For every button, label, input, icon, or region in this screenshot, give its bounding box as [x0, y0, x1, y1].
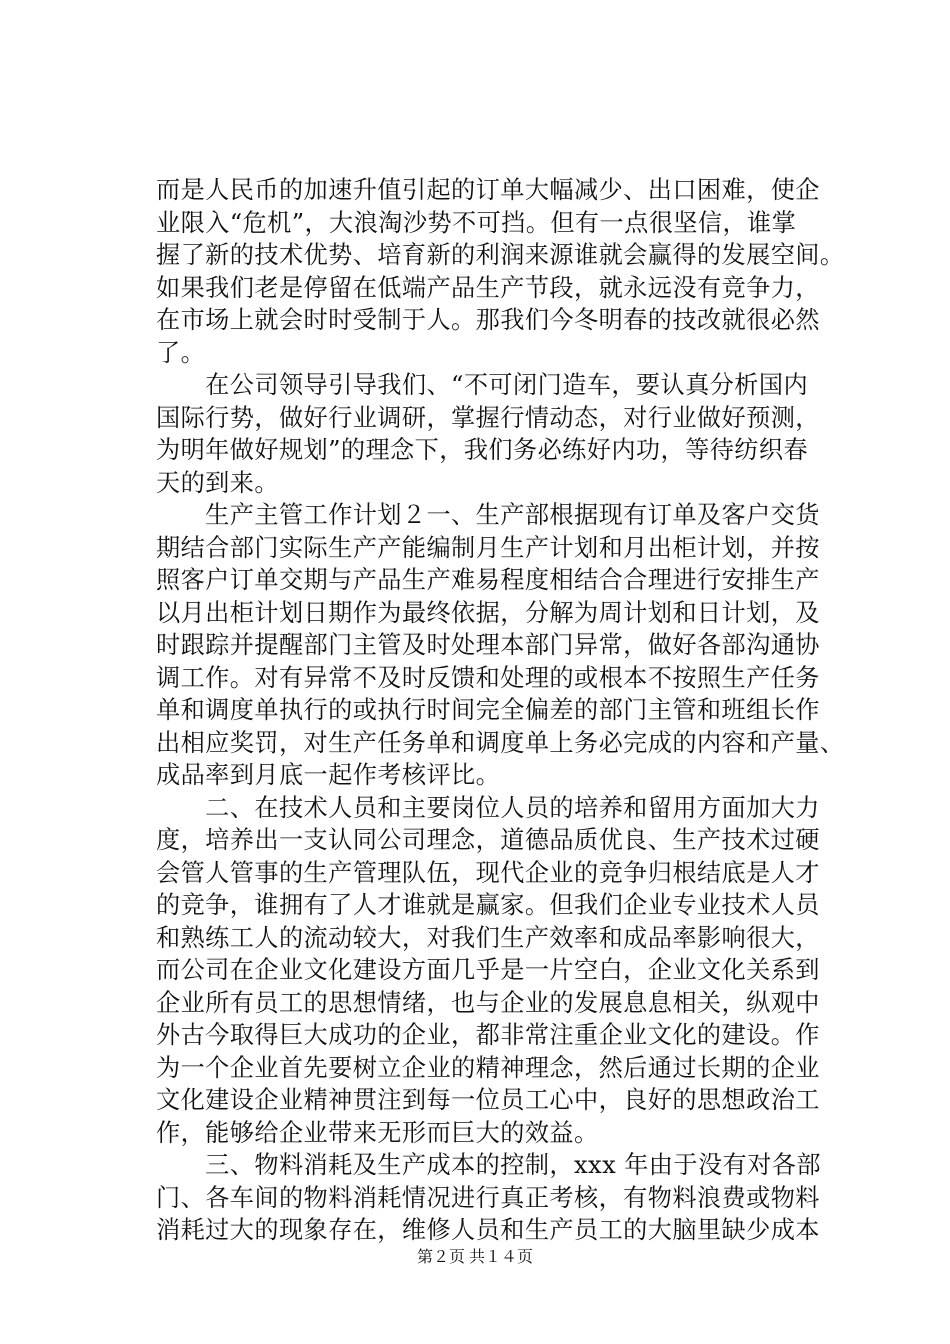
text-line: 以月出柜计划日期作为最终依据，分解为周计划和日计划，及 — [156, 598, 820, 627]
text-line: 期结合部门实际生产产能编制月生产计划和月出柜计划，并按 — [156, 533, 820, 562]
page-number-footer: 第２页 共１４页 — [416, 1249, 533, 1266]
text-line: 二、在技术人员和主要岗位人员的培养和留用方面加大力 — [156, 793, 820, 822]
text-line: 为明年做好规划”的理念下，我们务必练好内功，等待纺织春 — [156, 436, 809, 464]
text-line: 照客户订单交期与产品生产难易程度相结合合理进行安排生产 — [156, 566, 820, 594]
text-line: 成品率到月底一起作考核评比。 — [156, 761, 501, 789]
text-line: 门、各车间的物料消耗情况进行真正考核，有物料浪费或物料 — [156, 1183, 820, 1212]
text-line: 而是人民币的加速升值引起的订单大幅减少、出口困难，使企 — [156, 176, 820, 204]
text-line: 度，培养出一支认同公司理念，道德品质优良、生产技术过硬 — [156, 826, 820, 854]
text-line: 和熟练工人的流动较大，对我们生产效率和成品率影响很大， — [156, 923, 820, 952]
text-line: 外古今取得巨大成功的企业，都非常注重企业文化的建设。作 — [156, 1021, 820, 1049]
text-line: 在市场上就会时时受制于人。那我们今冬明春的技改就很必然 — [156, 306, 820, 334]
text-line: 单和调度单执行的或执行时间完全偏差的部门主管和班组长作 — [156, 696, 820, 724]
text-line: 时跟踪并提醒部门主管及时处理本部门异常，做好各部沟通协 — [156, 631, 820, 659]
text-line: 了。 — [156, 338, 206, 367]
text-line: 的竞争，谁拥有了人才谁就是赢家。但我们企业专业技术人员 — [156, 891, 820, 919]
text-line: 调工作。对有异常不及时反馈和处理的或根本不按照生产任务 — [156, 663, 820, 692]
text-line: 如果我们老是停留在低端产品生产节段，就永远没有竞争力， — [156, 273, 820, 302]
text-line: 作，能够给企业带来无形而巨大的效益。 — [156, 1118, 599, 1147]
text-line: 会管人管事的生产管理队伍，现代企业的竞争归根结底是人才 — [156, 858, 820, 887]
text-line: 天的到来。 — [156, 468, 279, 497]
text-line: 在公司领导引导我们、“不可闭门造车，要认真分析国内 — [156, 371, 809, 399]
text-line: 出相应奖罚，对生产任务单和调度单上务必完成的内容和产量、 — [156, 728, 845, 757]
text-line: 业限入“危机”，大浪淘沙势不可挡。但有一点很坚信，谁掌 — [156, 208, 797, 237]
text-line: 生产主管工作计划２一、生产部根据现有订单及客户交货 — [156, 501, 820, 529]
text-line: 而公司在企业文化建设方面几乎是一片空白，企业文化关系到 — [156, 956, 820, 984]
text-line: 为一个企业首先要树立企业的精神理念，然后通过长期的企业 — [156, 1053, 820, 1082]
document-body — [156, 174, 846, 1247]
text-line: 三、物料消耗及生产成本的控制，xxx 年由于没有对各部 — [156, 1151, 821, 1179]
text-line: 文化建设企业精神贯注到每一位员工心中，良好的思想政治工 — [156, 1086, 820, 1114]
text-line: 握了新的技术优势、培育新的利润来源谁就会赢得的发展空间。 — [156, 241, 845, 269]
text-line: 消耗过大的现象存在，维修人员和生产员工的大脑里缺少成本 — [156, 1216, 820, 1244]
text-line: 国际行势，做好行业调研，掌握行情动态，对行业做好预测， — [156, 403, 820, 432]
text-line: 企业所有员工的思想情绪，也与企业的发展息息相关，纵观中 — [156, 988, 820, 1017]
